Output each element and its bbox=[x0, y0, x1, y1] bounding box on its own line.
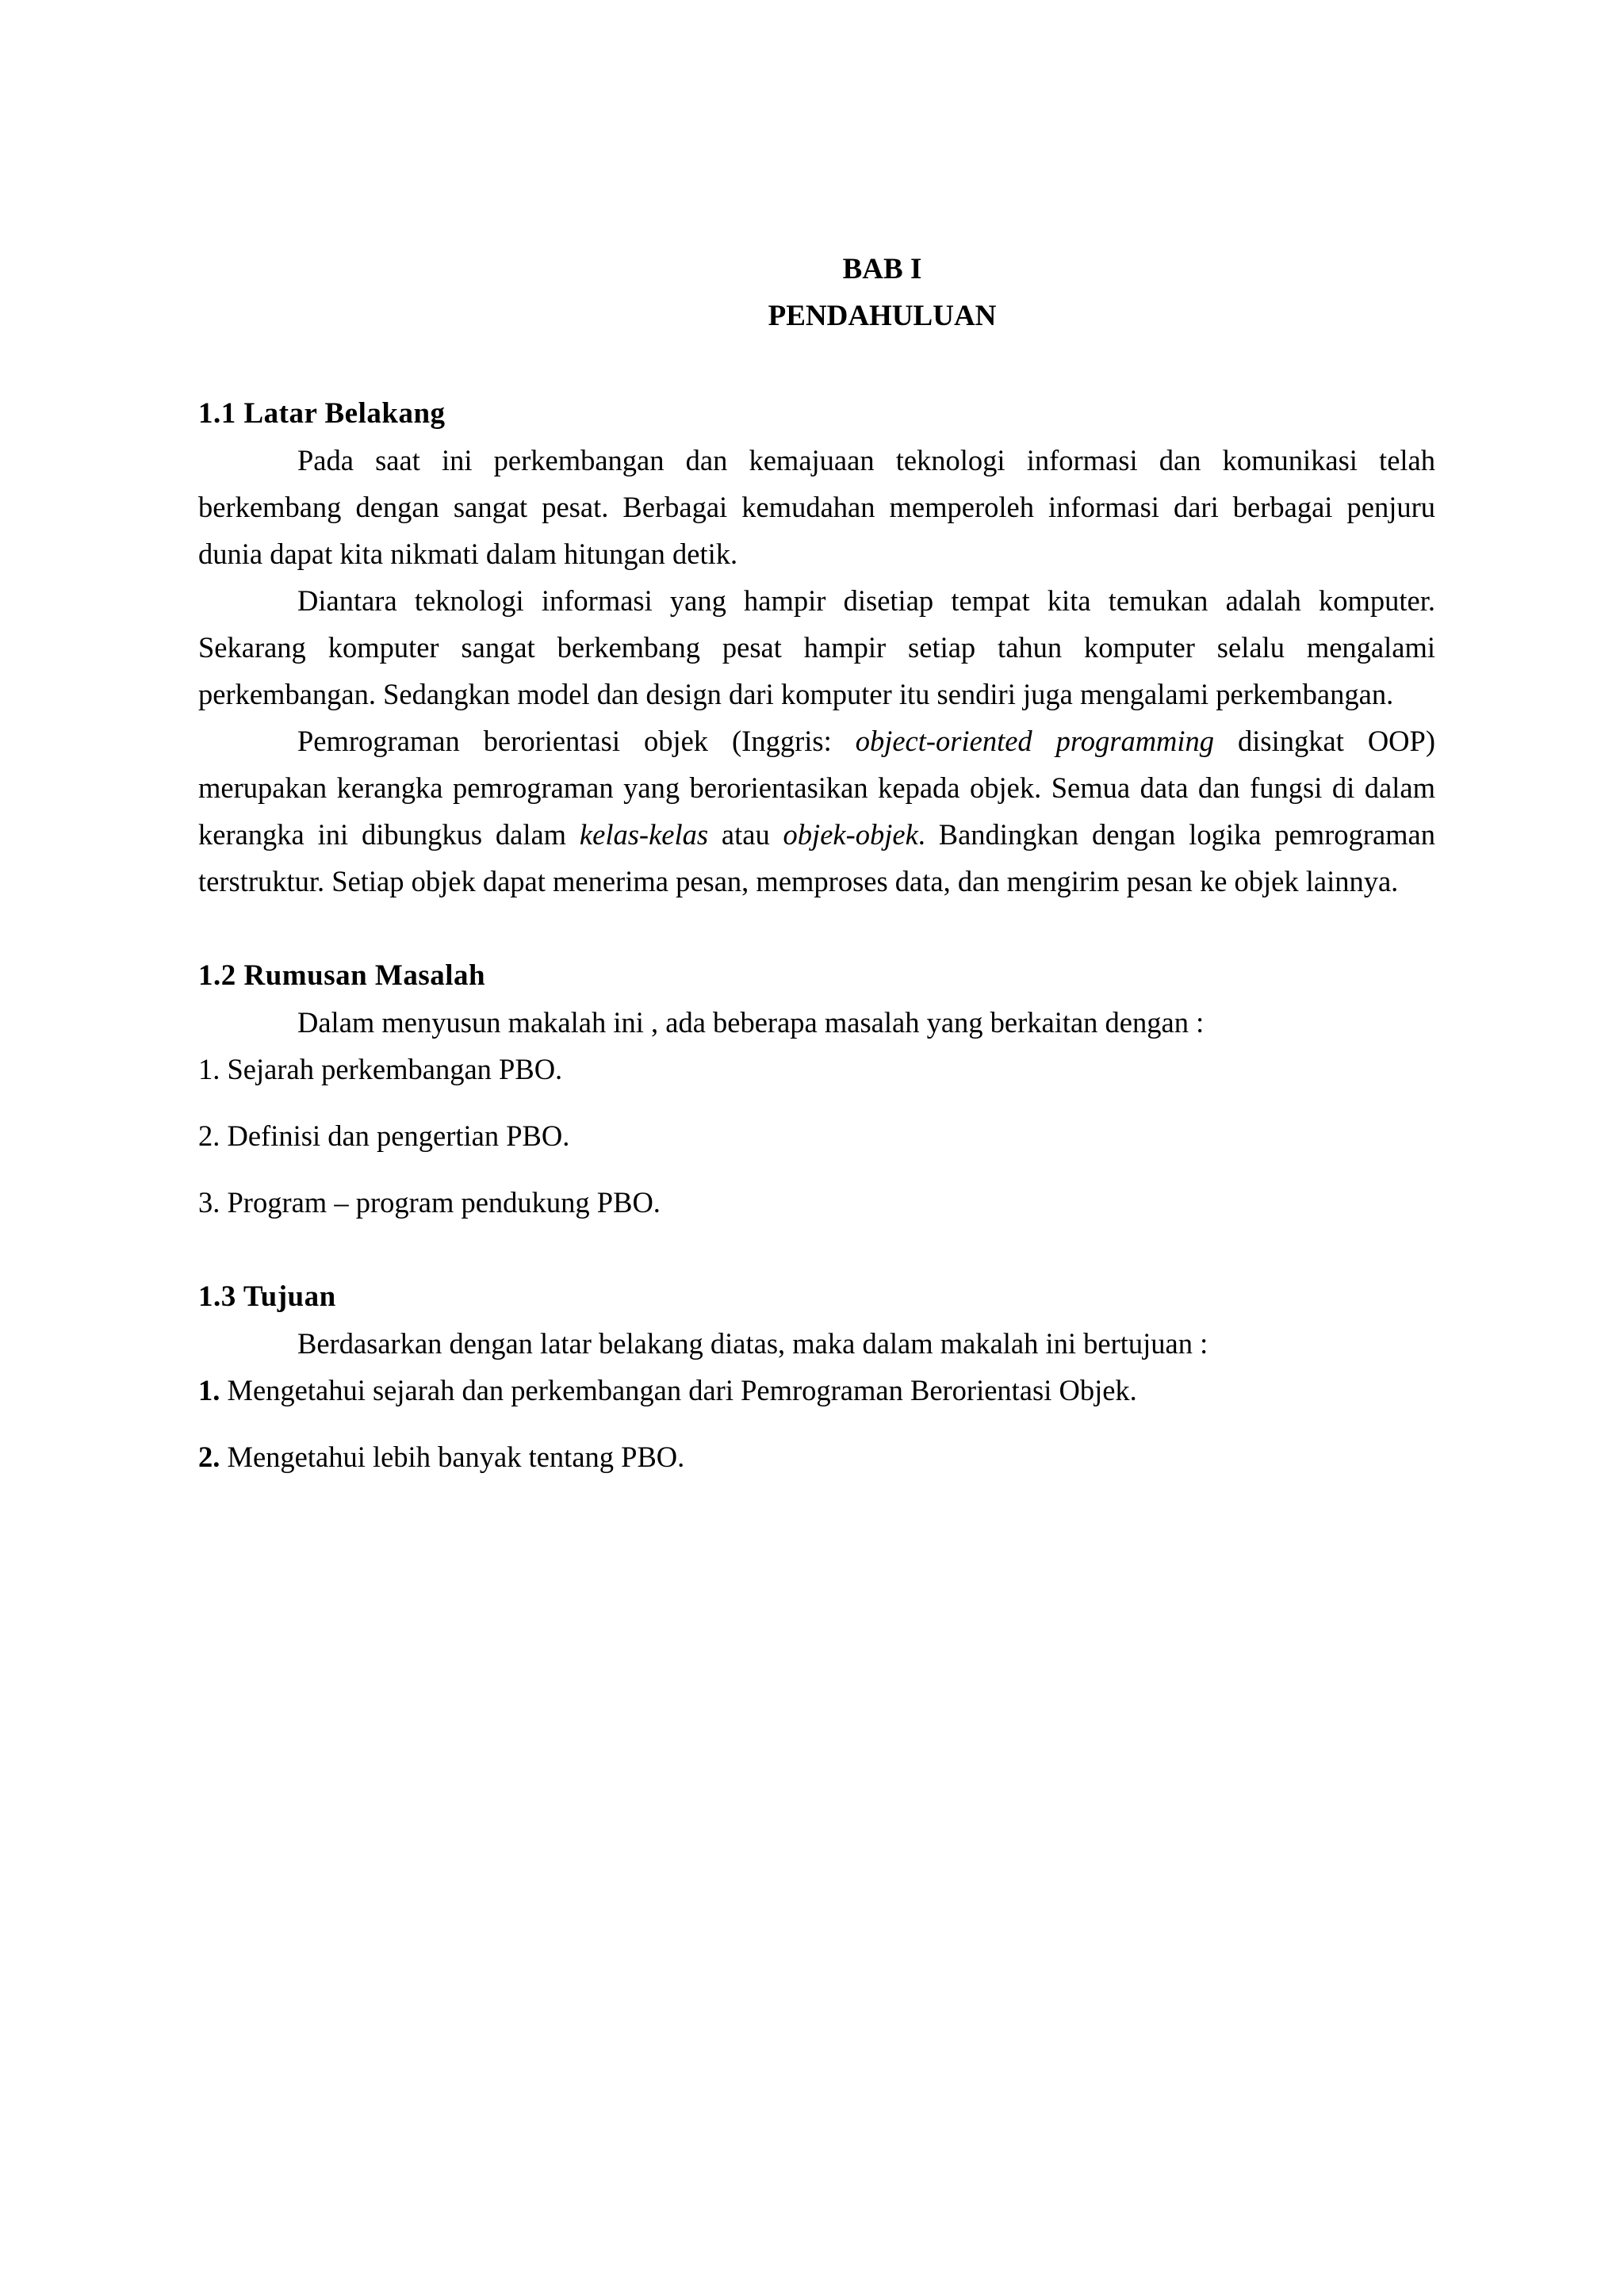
paragraph-3-part-g: . Bandingkan dengan logika pemrograman terstruktur. Setiap objek dapat menerima pesan, memproses data, dan mengirim pesan ke objek lainnya. bbox=[198, 818, 1435, 897]
tujuan-item-1 bbox=[198, 1367, 1435, 1414]
tujuan-item-2-text: Mengetahui lebih banyak tentang PBO. bbox=[220, 1441, 685, 1473]
paragraph-3-italic-objek: objek-objek bbox=[783, 818, 918, 851]
rumusan-intro: Dalam menyusun makalah ini , ada beberapa masalah yang berkaitan dengan : bbox=[297, 1006, 1205, 1039]
tujuan-item-1-number: 1. bbox=[198, 1374, 220, 1406]
paragraph-3-part-a: Pemrograman berorientasi objek (Inggris: bbox=[297, 725, 856, 757]
paragraph-3-italic-oop: object-oriented programming bbox=[855, 725, 1215, 757]
section-heading-tujuan: 1.3 Tujuan bbox=[198, 1280, 336, 1313]
tujuan-item-2 bbox=[198, 1433, 1435, 1480]
section-heading-latar-belakang: 1.1 Latar Belakang bbox=[198, 397, 446, 430]
document-page bbox=[198, 246, 1435, 1480]
rumusan-item-1: 1. Sejarah perkembangan PBO. bbox=[198, 1053, 563, 1085]
tujuan-item-2-number: 2. bbox=[198, 1441, 220, 1473]
chapter-number: BAB I bbox=[842, 253, 922, 285]
rumusan-item-3: 3. Program – program pendukung PBO. bbox=[198, 1186, 661, 1219]
tujuan-intro: Berdasarkan dengan latar belakang diatas, maka dalam makalah ini bertujuan : bbox=[297, 1327, 1208, 1360]
chapter-heading bbox=[329, 246, 1435, 339]
tujuan-item-1-text: Mengetahui sejarah dan perkembangan dari Pemrograman Berorientasi Objek. bbox=[220, 1374, 1137, 1406]
chapter-title: PENDAHULUAN bbox=[768, 300, 997, 332]
paragraph-3-part-c: disingkat OOP) merupakan kerangka pemrograman yang berorientasikan kepada objek. Semua data dan fungsi di dalam kerangka ini dibungkus dalam bbox=[198, 725, 1435, 851]
rumusan-item-2: 2. Definisi dan pengertian PBO. bbox=[198, 1119, 570, 1152]
section-heading-rumusan-masalah: 1.2 Rumusan Masalah bbox=[198, 959, 486, 992]
paragraph-1: Pada saat ini perkembangan dan kemajuaan teknologi informasi dan komunikasi telah berkembang dengan sangat pesat. Berbagai kemudahan memperoleh informasi dari berbagai penjuru dunia dapat kita nikmati dalam hitungan detik. bbox=[198, 444, 1435, 570]
paragraph-3 bbox=[198, 718, 1435, 905]
paragraph-2: Diantara teknologi informasi yang hampir disetiap tempat kita temukan adalah komputer. Sekarang komputer sangat berkembang pesat hampir setiap tahun komputer selalu mengalami perkembangan. Sedangkan model dan design dari komputer itu sendiri juga mengalami perkembangan. bbox=[198, 584, 1435, 710]
paragraph-3-italic-kelas: kelas-kelas bbox=[579, 818, 709, 851]
paragraph-3-part-e: atau bbox=[708, 818, 783, 851]
